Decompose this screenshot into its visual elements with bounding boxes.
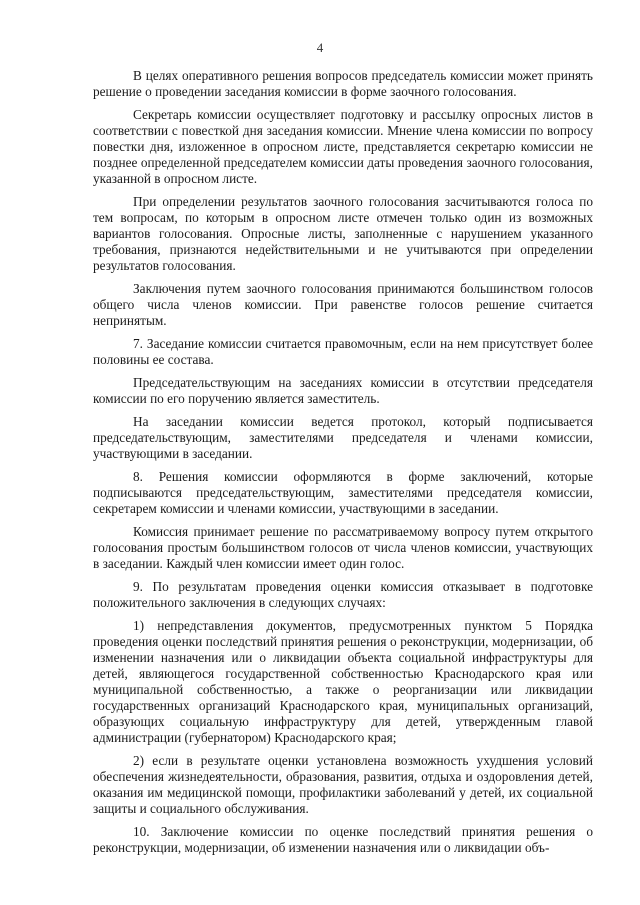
paragraph: 2) если в результате оценки установлена возможность ухудшения условий обеспечения жизнедеятельности, образования, развития, отдыха и оздоровления детей, оказания им медицинской помощи, профилактики заболеваний у детей, их социальной защиты и социального обслуживания. — [93, 753, 593, 816]
paragraph: Комиссия принимает решение по рассматриваемому вопросу путем открытого голосования простым большинством голосов от числа членов комиссии, участвующих в заседании. Каждый член комиссии имеет один голос. — [93, 524, 593, 571]
page-number: 4 — [316, 40, 324, 55]
paragraph: 10. Заключение комиссии по оценке последствий принятия решения о реконструкции, модернизации, об изменении назначения или о ликвидации объ- — [93, 824, 593, 855]
paragraph: Заключения путем заочного голосования принимаются большинством голосов общего числа членов комиссии. При равенстве голосов решение считается непринятым. — [93, 281, 593, 328]
document-body — [93, 68, 593, 863]
paragraph: Секретарь комиссии осуществляет подготовку и рассылку опросных листов в соответствии с повесткой дня заседания комиссии. Мнение члена комиссии по вопросу повестки дня, изложенное в опросном листе, представляется секретарю комиссии не позднее определенной председателем комиссии даты проведения заочного голосования, указанной в опросном листе. — [93, 107, 593, 186]
paragraph: 8. Решения комиссии оформляются в форме заключений, которые подписываются председательствующим, заместителями председателя комиссии, секретарем комиссии и членами комиссии, участвующими в заседании. — [93, 469, 593, 516]
paragraph: Председательствующим на заседаниях комиссии в отсутствии председателя комиссии по его поручению является заместитель. — [93, 375, 593, 406]
paragraph: 1) непредставления документов, предусмотренных пунктом 5 Порядка проведения оценки последствий принятия решения о реконструкции, модернизации, об изменении назначения или о ликвидации объекта социальной инфраструктуры для детей, являющегося государственной собственностью Краснодарского края или муниципальной собственностью, а также о реорганизации или ликвидации государственных организаций Краснодарского края, муниципальных организаций, образующих социальную инфраструктуру для детей, утвержденным главой администрации (губернатором) Краснодарского края; — [93, 618, 593, 745]
paragraph: В целях оперативного решения вопросов председатель комиссии может принять решение о проведении заседания комиссии в форме заочного голосования. — [93, 68, 593, 99]
paragraph: 7. Заседание комиссии считается правомочным, если на нем присутствует более половины ее состава. — [93, 336, 593, 367]
paragraph: На заседании комиссии ведется протокол, который подписывается председательствующим, заместителями председателя и членами комиссии, участвующими в заседании. — [93, 414, 593, 461]
paragraph: 9. По результатам проведения оценки комиссия отказывает в подготовке положительного заключения в следующих случаях: — [93, 579, 593, 610]
paragraph: При определении результатов заочного голосования засчитываются голоса по тем вопросам, по которым в опросном листе отмечен только один из возможных вариантов голосования. Опросные листы, заполненные с нарушением указанного требования, признаются недействительными и не учитываются при определении результатов голосования. — [93, 194, 593, 273]
